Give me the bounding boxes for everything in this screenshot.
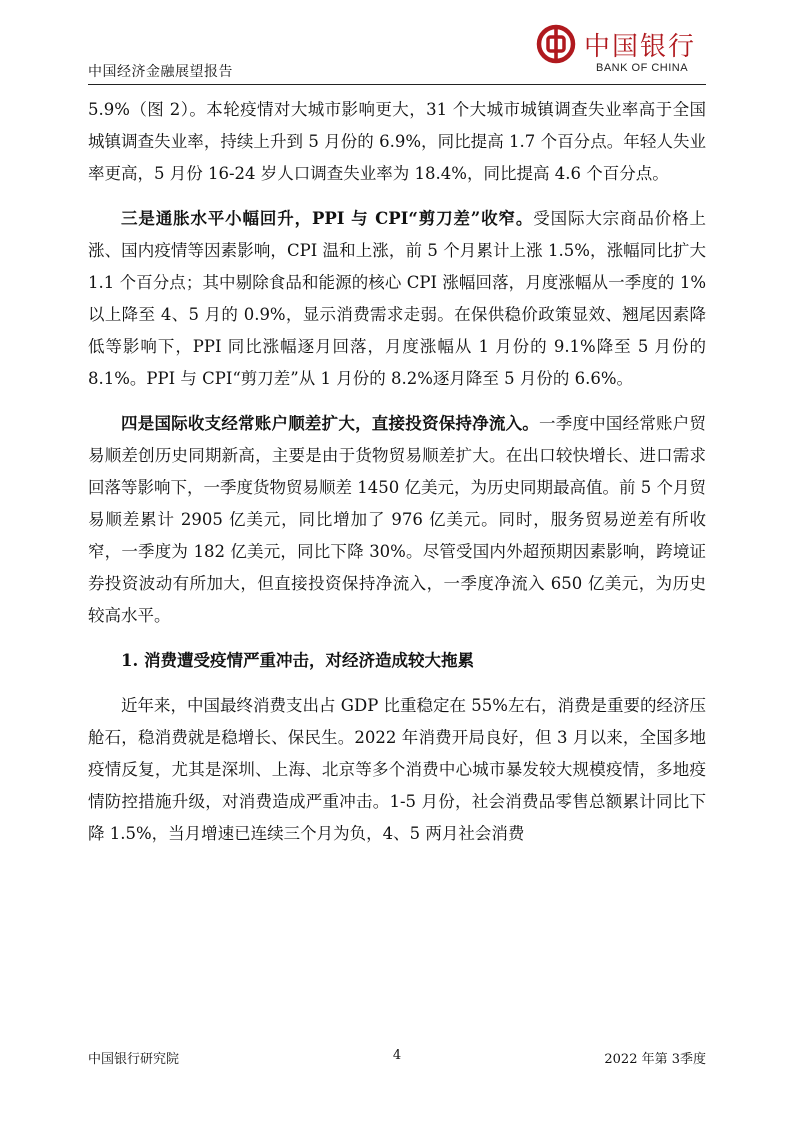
logo-english-text: BANK OF CHINA: [596, 62, 689, 74]
page-header: [88, 18, 706, 85]
paragraph-unemployment: 5.9%（图 2）。本轮疫情对大城市影响更大，31 个大城市城镇调查失业率高于全国城镇调查失业率，持续上升到 5 月份的 6.9%，同比提高 1.7 个百分点。年轻人失业率更高，5 月份 16-24 岁人口调查失业率为 18.4%，同比提高 4.6 个百分点。: [88, 100, 706, 183]
page-number: 4: [392, 1048, 402, 1063]
paragraph-inflation: [88, 203, 706, 395]
report-name: 中国经济金融展望报告: [88, 64, 233, 80]
section-heading-consumption: 1. 消费遭受疫情严重冲击，对经济造成较大拖累: [121, 651, 474, 670]
paragraph-inflation-lead: 三是通胀水平小幅回升，PPI 与 CPI“剪刀差”收窄。: [121, 209, 534, 228]
paragraph-bop-lead: 四是国际收支经常账户顺差扩大，直接投资保持净流入。: [121, 414, 540, 433]
paragraph-bop-body: 一季度中国经常账户贸易顺差创历史同期新高，主要是由于货物贸易顺差扩大。在出口较快增长、进口需求回落等影响下，一季度货物贸易顺差 1450 亿美元，为历史同期最高值。前 5 个月贸易顺差累计 2905 亿美元，同比增加了 976 亿美元。同时，服务贸易逆差有所收窄，一季度为 182 亿美元，同比下降 30%。尽管受国内外超预期因素影响，跨境证券投资波动有所加大，但直接投资保持净流入，一季度净流入 650 亿美元，为历史较高水平。: [88, 414, 707, 625]
footer-period: 2022 年第 3季度: [604, 1052, 706, 1067]
bank-logo: [536, 22, 706, 82]
page-footer: [88, 1048, 706, 1070]
paragraph-balance-of-payments: [88, 408, 706, 632]
logo-chinese-text: 中国银行: [584, 32, 697, 62]
paragraph-consumption: 近年来，中国最终消费支出占 GDP 比重稳定在 55%左右，消费是重要的经济压舱石，稳消费就是稳增长、保民生。2022 年消费开局良好，但 3 月以来，全国多地疫情反复，尤其是深圳、上海、北京等多个消费中心城市暴发较大规模疫情，多地疫情防控措施升级，对消费造成严重冲击。1-5 月份，社会消费品零售总额累计同比下降 1.5%，当月增速已连续三个月为负，4、5 两月社会消费: [88, 696, 706, 843]
report-body: [88, 94, 706, 850]
paragraph-inflation-body: 受国际大宗商品价格上涨、国内疫情等因素影响，CPI 温和上涨，前 5 个月累计上涨 1.5%，涨幅同比扩大 1.1 个百分点；其中剔除食品和能源的核心 CPI 涨幅回落，月度涨幅从一季度的 1%以上降至 4、5 月的 0.9%，显示消费需求走弱。在保供稳价政策显效、翘尾因素降低等影响下，PPI 同比涨幅逐月回落，月度涨幅从 1 月份的 9.1%降至 5 月份的 8.1%。PPI 与 CPI“剪刀差”从 1 月份的 8.2%逐月降至 5 月份的 6.6%。: [88, 209, 706, 388]
bank-of-china-logo-icon: [536, 24, 576, 64]
footer-institute: 中国银行研究院: [88, 1052, 180, 1067]
